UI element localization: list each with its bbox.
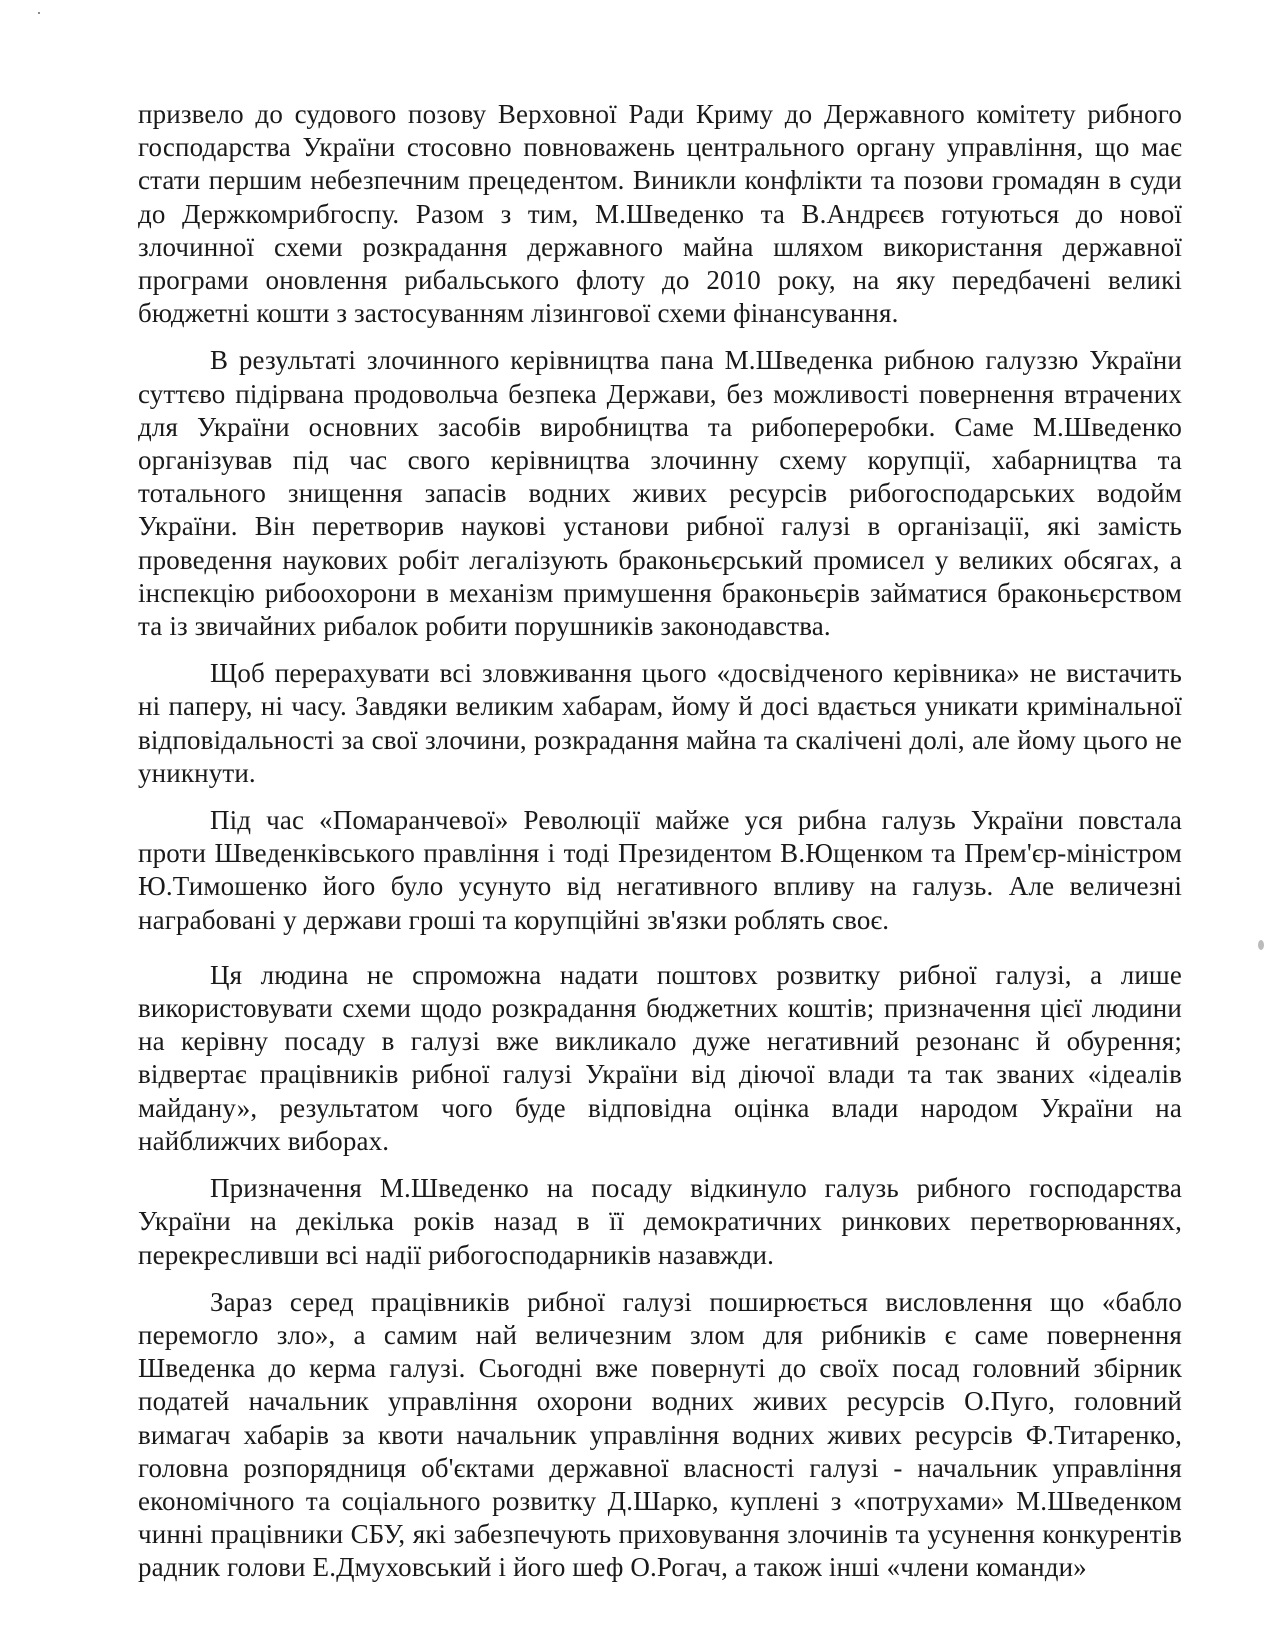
paragraph-4: Під час «Помаранчевої» Революції майже уся рибна галузь України повстала проти Шведенківського правління і тоді Президентом В.Ющенком та Прем'єр-міністром Ю.Тимошенко його було усунуто від негативного впливу на галузь. Але величезні награбовані у держави гроші та корупційні зв'язки роблять своє. xyxy=(138,805,1182,935)
document-body xyxy=(138,98,1182,1585)
paragraph-3: Щоб перерахувати всі зловживання цього «досвідченого керівника» не вистачить ні паперу, ні часу. Завдяки великим хабарам, йому й досі вдається уникати кримінальної відповідальності за свої злочини, розкрадання майна та скалічені долі, але йому цього не уникнути. xyxy=(138,658,1182,788)
scan-speck xyxy=(38,12,40,14)
paragraph-1: призвело до судового позову Верховної Ради Криму до Державного комітету рибного господарства України стосовно повноважень центрального органу управління, що має стати першим небезпечним прецедентом. Виникли конфлікти та позови громадян в суди до Держкомрибгоспу. Разом з тим, М.Шведенко та В.Андрєєв готуються до нової злочинної схеми розкрадання державного майна шляхом використання державної програми оновлення рибальського флоту до 2010 року, на яку передбачені великі бюджетні кошти з застосуванням лізингової схеми фінансування. xyxy=(138,99,1182,329)
paragraph-2: В результаті злочинного керівництва пана М.Шведенка рибною галуззю України суттєво підірвана продовольча безпека Держави, без можливості повернення втрачених для України основних засобів виробництва та рибопереробки. Саме М.Шведенко організував під час свого керівництва злочинну схему корупції, хабарництва та тотального знищення запасів водних живих ресурсів рибогосподарських водойм України. Він перетворив наукові установи рибної галузі в організації, які замість проведення наукових робіт легалізують браконьєрський промисел у великих обсягах, а інспекцію рибоохорони в механізм примушення браконьєрів займатися браконьєрством та із звичайних рибалок робити порушників законодавства. xyxy=(138,345,1182,642)
paragraph-5: Ця людина не спроможна надати поштовх розвитку рибної галузі, а лише використовувати схеми щодо розкрадання бюджетних коштів; призначення цієї людини на керівну посаду в галузі вже викликало дуже негативний резонанс й обурення; відвертає працівників рибної галузі України від діючої влади та так званих «ідеалів майдану», результатом чого буде відповідна оцінка влади народом України на найближчих виборах. xyxy=(138,959,1182,1156)
paragraph-6: Призначення М.Шведенко на посаду відкинуло галузь рибного господарства України на декілька років назад в її демократичних ринкових перетворюваннях, перекресливши всі надії рибогосподарників назавжди. xyxy=(138,1173,1182,1270)
paragraph-7: Зараз серед працівників рибної галузі поширюється висловлення що «бабло перемогло зло», а самим най величезним злом для рибників є саме повернення Шведенка до керма галузі. Сьогодні вже повернуті до своїх посад головний збірник податей начальник управління охорони водних живих ресурсів О.Пуго, головний вимагач хабарів за квоти начальник управління водних живих ресурсів Ф.Титаренко, головна розпорядниця об'єктами державної власності галузі - начальник управління економічного та соціального розвитку Д.Шарко, куплені з «потрухами» М.Шведенком чинні працівники СБУ, які забезпечують приховування злочинів та усунення конкурентів радник голови Е.Дмуховський і його шеф О.Рогач, а також інші «члени команди» xyxy=(138,1286,1182,1583)
scan-speck xyxy=(1258,940,1264,950)
